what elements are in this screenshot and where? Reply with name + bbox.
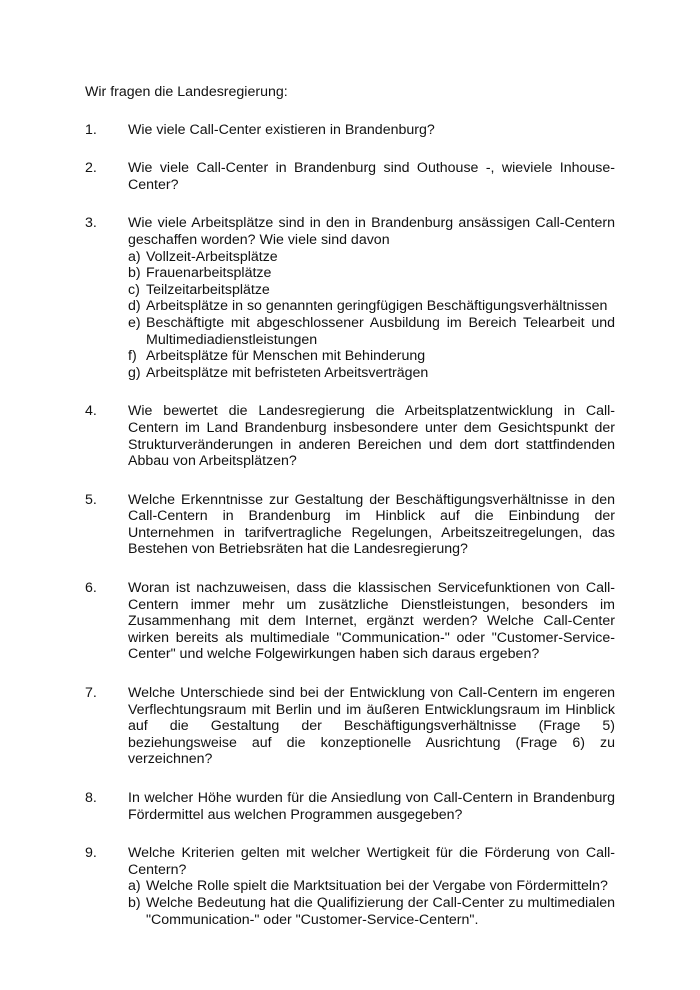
sub-question-label: b) [128, 265, 141, 282]
sub-question-text: Frauenarbeitsplätze [146, 265, 272, 282]
question-item [85, 580, 615, 663]
question-item [85, 160, 615, 193]
sub-question-text: Arbeitsplätze für Menschen mit Behinderung [146, 348, 426, 365]
question-item [85, 403, 615, 469]
question-number: 3. [85, 215, 97, 232]
question-item [85, 790, 615, 823]
question-text: In welcher Höhe wurden für die Ansiedlung von Call-Centern in Brandenburg Fördermittel aus welchen Programmen ausgegeben? [128, 790, 615, 823]
sub-question-text: Arbeitsplätze in so genannten geringfügigen Beschäftigungsverhältnissen [146, 298, 608, 315]
question-item [85, 845, 615, 928]
question-body [128, 685, 615, 768]
document-page [85, 84, 615, 950]
sub-question-label: a) [128, 878, 141, 895]
sub-question-item [128, 249, 615, 266]
question-number: 9. [85, 845, 97, 862]
question-text: Woran ist nachzuweisen, dass die klassischen Servicefunktionen von Call-Centern immer mehr um zusätzliche Dienstleistungen, besonders im Zusammenhang mit dem Internet, ergänzt werden? Welche Call-Center wirken bereits als multimediale "Communication-" oder "Customer-Service-Center" und welche Folgewirkungen haben sich daraus ergeben? [128, 580, 615, 663]
sub-question-item [128, 298, 615, 315]
sub-question-text: Arbeitsplätze mit befristeten Arbeitsverträgen [146, 364, 429, 381]
question-body [128, 580, 615, 663]
sub-question-text: Vollzeit-Arbeitsplätze [146, 248, 278, 265]
sub-question-item [128, 282, 615, 299]
question-body [128, 845, 615, 928]
question-text: Wie viele Arbeitsplätze sind in den in Brandenburg ansässigen Call-Centern geschaffen worden? Wie viele sind davon [128, 215, 615, 248]
question-item [85, 685, 615, 768]
question-body [128, 492, 615, 558]
question-number: 7. [85, 685, 97, 702]
question-number: 1. [85, 121, 97, 138]
question-number: 4. [85, 403, 97, 420]
question-body [128, 403, 615, 469]
question-text: Welche Kriterien gelten mit welcher Wertigkeit für die Förderung von Call-Centern? [128, 845, 615, 878]
sub-question-label: e) [128, 314, 141, 331]
sub-question-text: Beschäftigte mit abgeschlossener Ausbildung im Bereich Telearbeit und Multimediadienstleistungen [146, 314, 615, 348]
question-text: Welche Erkenntnisse zur Gestaltung der Beschäftigungsverhältnisse in den Call-Centern in Brandenburg im Hinblick auf die Einbindung der Unternehmen in tarifvertragliche Regelungen, Arbeitszeitregelungen, das Bestehen von Betriebsräten hat die Landesregierung? [128, 491, 615, 558]
sub-question-list [128, 878, 615, 928]
sub-question-label: b) [128, 894, 141, 911]
question-body [128, 122, 615, 139]
sub-question-item [128, 348, 615, 365]
sub-question-item [128, 878, 615, 895]
question-item [85, 492, 615, 558]
sub-question-label: g) [128, 364, 141, 381]
sub-question-list [128, 249, 615, 382]
sub-question-text: Welche Bedeutung hat die Qualifizierung der Call-Center zu multimedialen "Communication-" oder "Customer-Service-Centern". [146, 894, 615, 928]
question-text: Wie viele Call-Center in Brandenburg sind Outhouse -, wieviele Inhouse-Center? [128, 160, 615, 193]
question-number: 5. [85, 491, 97, 508]
sub-question-text: Welche Rolle spielt die Marktsituation bei der Vergabe von Fördermitteln? [146, 878, 608, 895]
question-body [128, 215, 615, 381]
question-number: 6. [85, 580, 97, 597]
sub-question-item [128, 365, 615, 382]
question-text: Welche Unterschiede sind bei der Entwicklung von Call-Centern im engeren Verflechtungsraum mit Berlin und im äußeren Entwicklungsraum im Hinblick auf die Gestaltung der Beschäftigungsverhältnisse (Frage 5) beziehungsweise auf die konzeptionelle Ausrichtung (Frage 6) zu verzeichnen? [128, 685, 615, 768]
sub-question-label: f) [128, 348, 137, 365]
question-item [85, 215, 615, 381]
question-body [128, 790, 615, 823]
question-text: Wie bewertet die Landesregierung die Arbeitsplatzentwicklung in Call-Centern im Land Brandenburg insbesondere unter dem Gesichtspunkt der Strukturveränderungen in anderen Bereichen und dem dort stattfindenden Abbau von Arbeitsplätzen? [128, 403, 615, 470]
question-list [85, 122, 615, 929]
sub-question-item [128, 895, 615, 928]
question-body [128, 160, 615, 193]
sub-question-item [128, 265, 615, 282]
question-number: 2. [85, 160, 97, 177]
question-item [85, 122, 615, 139]
sub-question-label: a) [128, 248, 141, 265]
question-text: Wie viele Call-Center existieren in Brandenburg? [128, 121, 435, 138]
sub-question-label: c) [128, 281, 140, 298]
sub-question-text: Teilzeitarbeitsplätze [146, 281, 270, 298]
sub-question-label: d) [128, 298, 141, 315]
sub-question-item [128, 315, 615, 348]
question-number: 8. [85, 790, 97, 806]
intro-text: Wir fragen die Landesregierung: [85, 84, 288, 100]
